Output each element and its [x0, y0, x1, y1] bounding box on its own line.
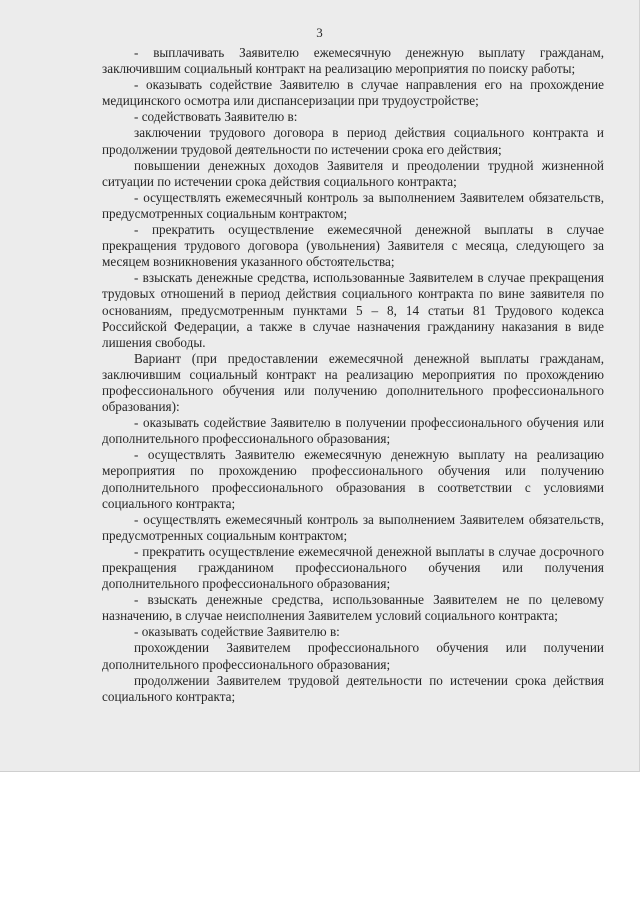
paragraph: - осуществлять ежемесячный контроль за выполнением Заявителем обязательств, предусмотренных социальным контрактом;	[102, 189, 604, 221]
paragraph: - выплачивать Заявителю ежемесячную денежную выплату гражданам, заключившим социальный контракт на реализацию мероприятия по поиску работы;	[102, 45, 604, 77]
paragraph: - прекратить осуществление ежемесячной денежной выплаты в случае досрочного прекращения гражданином профессионального обучения или получения дополнительного профессионального образования;	[102, 543, 604, 592]
paragraph: - взыскать денежные средства, использованные Заявителем в случае прекращения трудовых отношений в период действия социального контракта по вине заявителя по основаниям, предусмотренным пунктами 5 – 8, 14 статьи 81 Трудового кодекса Российской Федерации, а также в случае назначения гражданину наказания в виде лишения свободы.	[102, 270, 604, 350]
paragraph: Вариант (при предоставлении ежемесячной денежной выплаты гражданам, заключившим социальный контракт на реализацию мероприятия по прохождению профессионального обучения или получению дополнительного профессионального образования):	[102, 350, 604, 415]
document-body	[102, 45, 604, 705]
paragraph: - взыскать денежные средства, использованные Заявителем не по целевому назначению, в случае неисполнения Заявителем условий социального контракта;	[102, 592, 604, 624]
paragraph: - оказывать содействие Заявителю в получении профессионального обучения или дополнительного профессионального образования;	[102, 415, 604, 447]
paragraph: повышении денежных доходов Заявителя и преодолении трудной жизненной ситуации по истечении срока действия социального контракта;	[102, 157, 604, 189]
paragraph: заключении трудового договора в период действия социального контракта и продолжении трудовой деятельности по истечении срока его действия;	[102, 125, 604, 157]
paragraph: - прекратить осуществление ежемесячной денежной выплаты в случае прекращения трудового договора (увольнения) Заявителя с месяца, следующего за месяцем возникновения указанного обстоятельства;	[102, 222, 604, 270]
paragraph: - осуществлять Заявителю ежемесячную денежную выплату на реализацию мероприятия по прохождению профессионального обучения или получению дополнительного профессионального образования в соответствии с условиями социального контракта;	[102, 447, 604, 511]
page-number: 3	[316, 25, 323, 40]
paragraph: - осуществлять ежемесячный контроль за выполнением Заявителем обязательств, предусмотренных социальным контрактом;	[102, 511, 604, 543]
paragraph: продолжении Заявителем трудовой деятельности по истечении срока действия социального контракта;	[102, 672, 604, 704]
paragraph: - содействовать Заявителю в:	[134, 109, 298, 125]
paragraph: - оказывать содействие Заявителю в случае направления его на прохождение медицинского осмотра или диспансеризации при трудоустройстве;	[102, 77, 604, 109]
paragraph: - оказывать содействие Заявителю в:	[134, 624, 340, 640]
paragraph: прохождении Заявителем профессионального обучения или получении дополнительного профессионального образования;	[102, 640, 604, 672]
